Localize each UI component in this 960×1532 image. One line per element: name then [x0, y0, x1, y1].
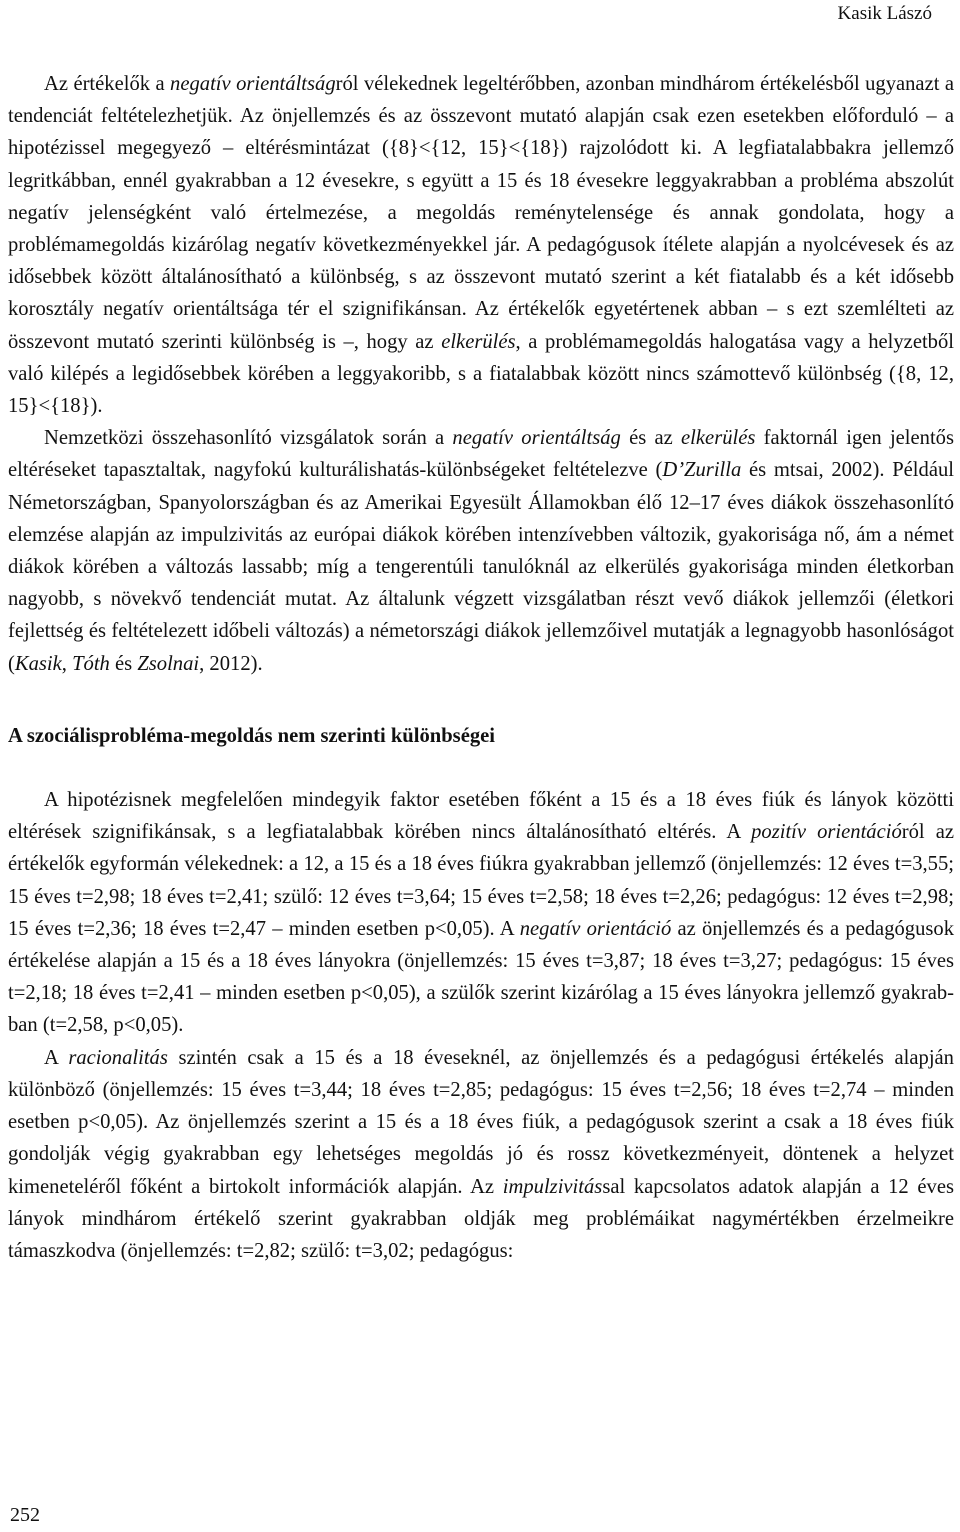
italic-term: D’Zurilla	[662, 459, 742, 482]
text-run: A	[44, 1046, 69, 1069]
text-run: ról vélekednek legeltérőbben, azonban mindhárom értékelésből ugyanazt a tendenciát feltételezhetjük. Az önjellemzés és az összevont mutató alapján csak ezen esetekben előforduló – a hipotézissel megegyező – eltérésmintázat ({8}<{12, 15}<{18}) rajzolódott ki. A legfiatalabbakra jellemző legritkábban, ennél gyakrabban a 12 évesekre, s együtt a 15 és 18 évesekre leggyakrabban a probléma abszolút negatív jelenségként való értelmezése, a megoldás reménytelensége és annak gondolata, hogy a problémamegoldás kizárólag negatív következményekkel jár. A pedagógusok ítélete alapján a nyolcévesek és az idősebbek között általánosítható a különbség, s az összevont mutató szerint a két fiatalabb és a két idősebb korosztály negatív orientáltsága tér el szignifikánsan. Az értékelők egyetértenek abban – s ezt szemlélteti az összevont mutató szerinti különbség is –, hogy az	[8, 73, 954, 353]
text-run: ,	[61, 652, 73, 675]
paragraph-2	[8, 422, 954, 680]
page-number: 252	[10, 1504, 40, 1526]
text-run: sal kapcsolatos adatok alapján a 12 éves lányok mindhárom értékelő szerint gyakrabban oldják meg problémáikat nagymértékben érzelmeikre támaszkodva (önjellemzés: t=2,82; szülő: t=3,02; pedagógus:	[8, 1175, 954, 1262]
text-run: faktornál igen jelentős eltéréseket tapasztaltak, nagyfokú kulturálishatás-különbségeket feltételezve (	[8, 427, 954, 482]
italic-term: Zsolnai	[137, 652, 200, 675]
italic-term: elkerülés	[441, 330, 516, 353]
text-run: Nemzetközi összehasonlító vizsgálatok során a	[44, 427, 453, 450]
italic-term: racionalitás	[68, 1046, 168, 1069]
italic-term: Kasik	[14, 652, 62, 675]
italic-term: impulzivitás	[502, 1175, 603, 1198]
italic-term: negatív orientáltság	[170, 73, 336, 95]
paragraph-4	[8, 1042, 954, 1267]
running-header-author: Kasik Lászó	[837, 3, 932, 24]
italic-term: pozitív orientáció	[751, 821, 902, 844]
text-run: és az	[620, 427, 682, 450]
paragraph-1	[8, 68, 954, 422]
text-run: A hipotézisnek megfelelően mindegyik faktor esetében főként a 15 és a 18 éves fiúk és lányok közötti eltérések szignifikánsak, s a legfiatalabbak körében nincs általánosítható eltérés. A	[8, 789, 954, 844]
text-run: szintén csak a 15 és a 18 éveseknél, az önjellemzés és a pedagógusi értékelés alapján különböző (önjellemzés: 15 éves t=3,44; 18 éves t=2,85; pedagógus: 15 éves t=2,56; 18 éves t=2,74 – minden esetben p<0,05). Az önjellemzés szerint a 15 és a 18 éves fiúk, a pedagógusok szerint a csak a 18 éves fiúk gondolják végig gyakrabban egy lehetséges megoldás jó és rossz következményeit, döntenek a helyzet kimeneteléről főként a birtokolt információk alapján. Az	[8, 1046, 954, 1198]
text-run: ról az értékelők egyformán vélekednek: a 12, a 15 és a 18 éves fiúkra gyakrabban jellemző (önjellemzés: 12 éves t=3,55; 15 éves t=2,98; 18 éves t=2,41; szülő: 12 éves t=3,64; 15 éves t=2,58; 18 éves t=2,26; pedagógus: 12 éves t=2,98; 15 éves t=2,36; 18 éves t=2,47 – minden esetben p<0,05). A	[8, 821, 954, 940]
italic-term: negatív orientáltság	[452, 427, 621, 450]
text-run: Az értékelők a	[44, 73, 171, 95]
text-run: és mtsai, 2002). Például Németországban, Spanyolországban és az Amerikai Egyesült Államokban élő 12–17 éves diákok összehasonlító elemzése alapján az impulzivitás az európai diákok körében intenzívebben változik, gyakorisága nő, ám a német diákok körében a változás lassabb; míg a tengerentúli tanulóknál az elkerülés gyakorisága minden életkorban nagyobb, s növekvő tendenciát mutat. Az általunk végzett vizsgálatban részt vevő diákok jellemzői (életkori fejlettség és feltételezett időbeli változás) a németországi diákok jellemzőivel mutatják a legnagyobb hasonlóságot (	[8, 459, 954, 675]
text-run: és	[109, 652, 138, 675]
text-run: , a problémamegoldás halogatása vagy a helyzetből való kilépés a legidősebbek körében a leggyakoribb, s a fiatalabbak között nincs számottevő különbség ({8, 12, 15}<{18}).	[8, 330, 955, 418]
italic-term: negatív orientáció	[519, 917, 672, 940]
paragraph-3	[8, 784, 954, 1042]
italic-term: Tóth	[72, 652, 110, 675]
text-run: az önjellemzés és a pedagógusok értékelése alapján a 15 és a 18 éves lányokra (önjellemzés: 15 éves t=3,87; 18 éves t=3,27; pedagógus: 15 éves t=2,18; 18 éves t=2,41 – minden esetben p<0,05), a szülők szerint kizárólag a 15 éves lányokra jellemző gyakrabban (t=2,58, p<0,05).	[8, 917, 954, 1037]
italic-term: elkerülés	[681, 427, 756, 450]
page-body	[8, 68, 954, 1267]
text-run: , 2012).	[199, 652, 263, 675]
section-heading: A szociálisprobléma-megoldás nem szerinti különbségei	[8, 724, 495, 747]
